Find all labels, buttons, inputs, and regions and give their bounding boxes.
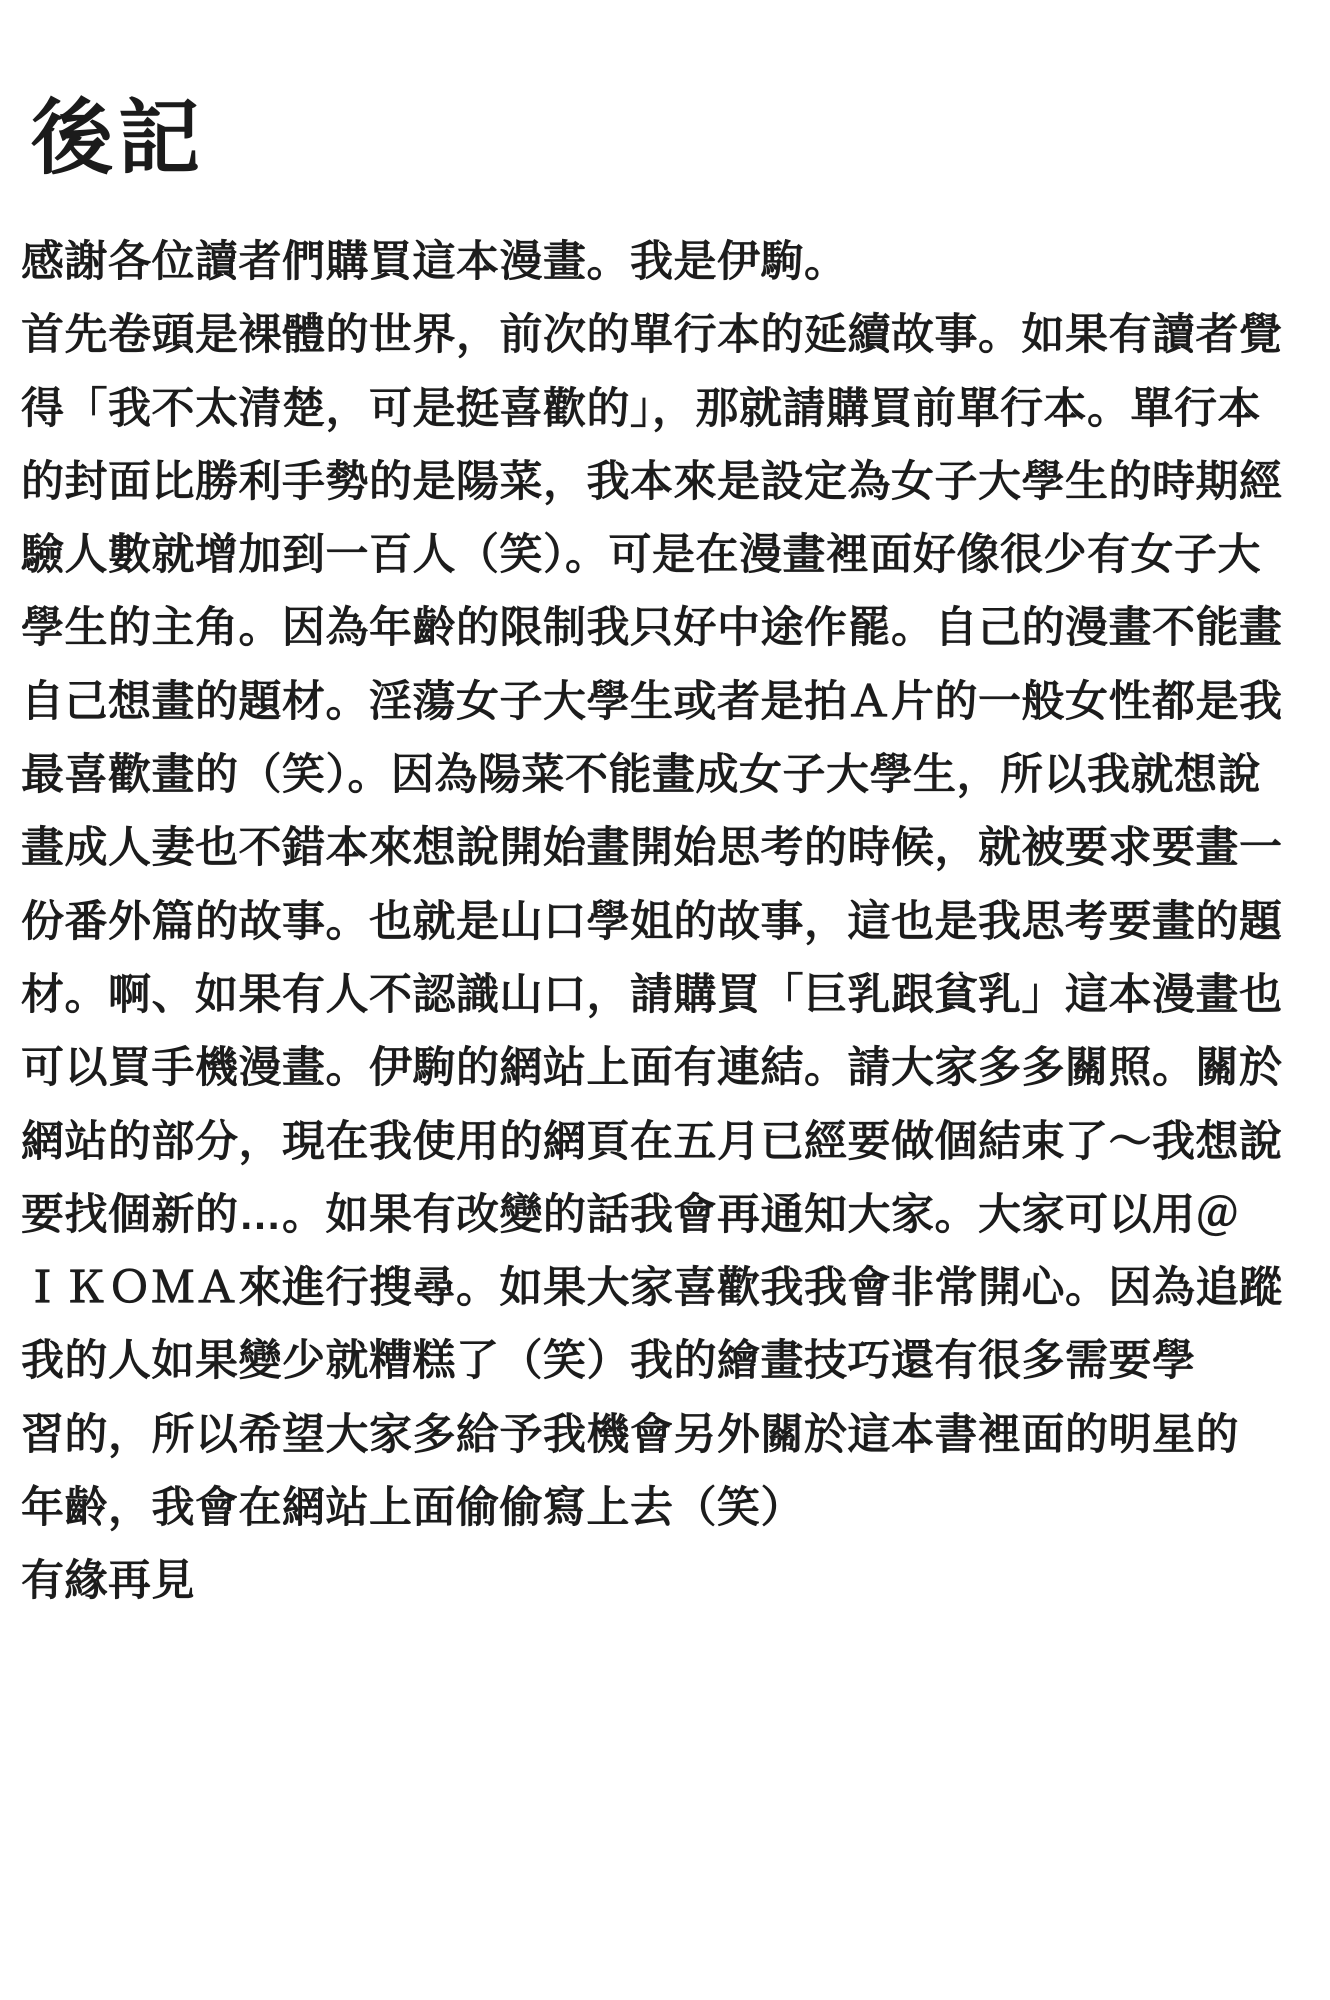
afterword-text	[21, 226, 1316, 1619]
text-line: 要找個新的…。如果有改變的話我會再通知大家。大家可以用＠	[21, 1190, 1239, 1239]
text-line: ＩＫＯＭＡ來進行搜尋。如果大家喜歡我我會非常開心。因為追蹤	[21, 1264, 1283, 1313]
text-line: 年齡，我會在網站上面偷偷寫上去（笑）	[21, 1484, 804, 1533]
text-line: 材。啊、如果有人不認識山口，請購買「巨乳跟貧乳」這本漫畫也	[21, 970, 1283, 1019]
text-line: 得「我不太清楚，可是挺喜歡的」，那就請購買前單行本。單行本	[21, 384, 1261, 433]
text-line: 學生的主角。因為年齡的限制我只好中途作罷。自己的漫畫不能畫	[21, 604, 1283, 653]
text-line: 可以買手機漫畫。伊駒的網站上面有連結。請大家多多關照。關於	[21, 1044, 1283, 1093]
text-line: 感謝各位讀者們購買這本漫畫。我是伊駒。	[21, 238, 848, 286]
page-title: 後記	[31, 93, 206, 184]
text-line: 自己想畫的題材。淫蕩女子大學生或者是拍Ａ片的一般女性都是我	[21, 677, 1283, 726]
text-line: 份番外篇的故事。也就是山口學姐的故事，這也是我思考要畫的題	[21, 897, 1283, 946]
text-line: 我的人如果變少就糟糕了（笑）我的繪畫技巧還有很多需要學	[21, 1337, 1196, 1386]
text-line: 首先卷頭是裸體的世界，前次的單行本的延續故事。如果有讀者覺	[21, 311, 1283, 360]
text-line: 最喜歡畫的（笑）。因為陽菜不能畫成女子大學生，所以我就想說	[21, 751, 1261, 800]
text-line: 有緣再見	[21, 1557, 195, 1606]
text-line: 驗人數就增加到一百人（笑）。可是在漫畫裡面好像很少有女子大	[21, 531, 1261, 580]
text-line: 的封面比勝利手勢的是陽菜，我本來是設定為女子大學生的時期經	[21, 457, 1283, 506]
text-line: 網站的部分，現在我使用的網頁在五月已經要做個結束了～我想說	[21, 1117, 1283, 1166]
text-line: 習的，所以希望大家多給予我機會另外關於這本書裡面的明星的	[21, 1410, 1239, 1459]
text-line: 畫成人妻也不錯本來想說開始畫開始思考的時候，就被要求要畫一	[21, 824, 1283, 873]
